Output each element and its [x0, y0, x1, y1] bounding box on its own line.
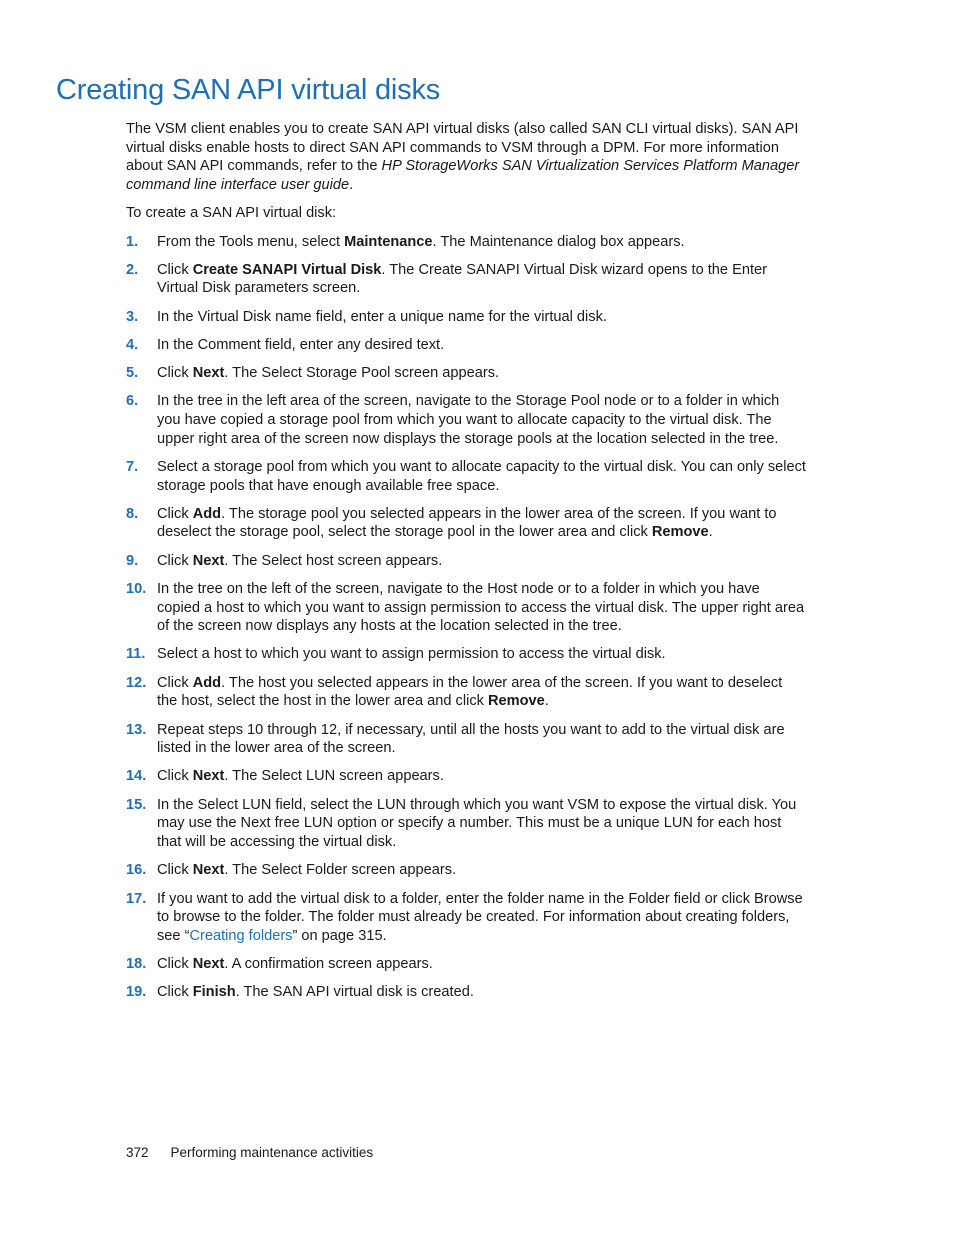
- ui-term: Remove: [487, 693, 545, 710]
- step-number: 15.: [126, 796, 147, 813]
- ui-term: Add: [192, 505, 222, 522]
- section-name: Performing maintenance activities: [170, 1145, 374, 1160]
- step-number: 8.: [126, 505, 139, 522]
- step-7: 7. Select a storage pool from which you want to allocate capacity to the virtual disk. You can only select storage pools that have enough available free space.: [126, 458, 806, 494]
- step-number: 14.: [126, 768, 147, 785]
- body-content: [126, 120, 806, 1012]
- step-14: 14. Click Next. The Select LUN screen appears.: [126, 768, 444, 785]
- step-number: 11.: [126, 646, 146, 663]
- procedure-lead: To create a SAN API virtual disk:: [126, 205, 337, 222]
- step-number: 13.: [126, 721, 147, 738]
- ui-term: Next: [192, 862, 225, 879]
- step-1: 1. From the Tools menu, select Maintenance. The Maintenance dialog box appears.: [126, 233, 685, 250]
- step-number: 2.: [126, 261, 139, 278]
- ui-term: Add: [192, 674, 222, 691]
- step-3: 3. In the Virtual Disk name field, enter a unique name for the virtual disk.: [126, 308, 607, 325]
- step-8: 8. Click Add. The storage pool you selected appears in the lower area of the screen. If you want to deselect the storage pool, select the storage pool in the lower area and click Remove.: [126, 505, 777, 541]
- ui-term: Next: [192, 365, 225, 382]
- ui-term: Remove: [651, 524, 709, 541]
- ui-term: Create SANAPI Virtual Disk: [192, 261, 382, 278]
- step-12: 12. Click Add. The host you selected appears in the lower area of the screen. If you want to deselect the host, select the host in the lower area and click Remove.: [126, 674, 783, 710]
- step-number: 1.: [126, 233, 139, 250]
- steps-list: [126, 233, 806, 1003]
- intro-paragraph: [126, 120, 806, 195]
- intro-text: The VSM client enables you to create SAN API virtual disks (also called SAN CLI virtual disks). SAN API virtual disks enable hosts to direct SAN API commands to VSM through a DPM. For more information about SAN API commands, refer to the: [126, 121, 799, 175]
- step-number: 7.: [126, 458, 139, 475]
- step-17: 17. If you want to add the virtual disk to a folder, enter the folder name in the Folder field or click Browse to browse to the folder. The folder must already be created. For information about creating folders, see “Creating folders” on page 315.: [126, 890, 803, 944]
- step-2: 2. Click Create SANAPI Virtual Disk. The Create SANAPI Virtual Disk wizard opens to the Enter Virtual Disk parameters screen.: [126, 261, 767, 297]
- step-number: 5.: [126, 365, 139, 382]
- step-6: 6. In the tree in the left area of the screen, navigate to the Storage Pool node or to a folder in which you have copied a storage pool from which you want to allocate capacity to the virtual disk. The upper right area of the screen now displays the storage pools at the location selected in the tree.: [126, 393, 780, 447]
- step-13: 13. Repeat steps 10 through 12, if necessary, until all the hosts you want to add to the virtual disk are listed in the lower area of the screen.: [126, 721, 785, 757]
- creating-folders-link[interactable]: Creating folders: [189, 927, 293, 944]
- step-number: 9.: [126, 552, 139, 569]
- step-5: 5. Click Next. The Select Storage Pool screen appears.: [126, 365, 500, 382]
- step-19: 19. Click Finish. The SAN API virtual disk is created.: [126, 984, 474, 1001]
- step-number: 18.: [126, 956, 147, 973]
- step-16: 16. Click Next. The Select Folder screen appears.: [126, 862, 457, 879]
- step-11: 11. Select a host to which you want to assign permission to access the virtual disk.: [126, 646, 666, 663]
- ui-term: Next: [192, 956, 225, 973]
- step-18: 18. Click Next. A confirmation screen appears.: [126, 956, 433, 973]
- step-number: 17.: [126, 890, 147, 907]
- step-number: 16.: [126, 862, 147, 879]
- intro-text-end: .: [349, 177, 354, 194]
- step-9: 9. Click Next. The Select host screen appears.: [126, 552, 443, 569]
- step-10: 10. In the tree on the left of the screen, navigate to the Host node or to a folder in which you have copied a host to which you want to assign permission to access the virtual disk. The upper right area of the screen now displays any hosts at the location selected in the tree.: [126, 580, 805, 635]
- page-number: 372: [126, 1145, 149, 1160]
- step-15: 15. In the Select LUN field, select the LUN through which you want VSM to expose the virtual disk. You may use the Next free LUN option or specify a number. This must be a unique LUN for each host that will be accessing the virtual disk.: [126, 796, 797, 851]
- step-number: 12.: [126, 674, 147, 691]
- ui-term: Finish: [192, 984, 236, 1001]
- ui-term: Maintenance: [344, 233, 433, 250]
- page-title: Creating SAN API virtual disks: [56, 74, 441, 106]
- ui-term: Next: [192, 552, 225, 569]
- step-4: 4. In the Comment field, enter any desired text.: [126, 336, 445, 353]
- ui-term: Next: [192, 768, 225, 785]
- step-number: 6.: [126, 393, 139, 410]
- intro-guide-title: HP StorageWorks SAN Virtualization Services Platform Manager command line interface user guide: [126, 158, 800, 194]
- step-number: 19.: [126, 984, 147, 1001]
- step-number: 10.: [126, 580, 147, 597]
- page-footer: [126, 1145, 373, 1160]
- step-number: 3.: [126, 308, 139, 325]
- step-number: 4.: [126, 336, 139, 353]
